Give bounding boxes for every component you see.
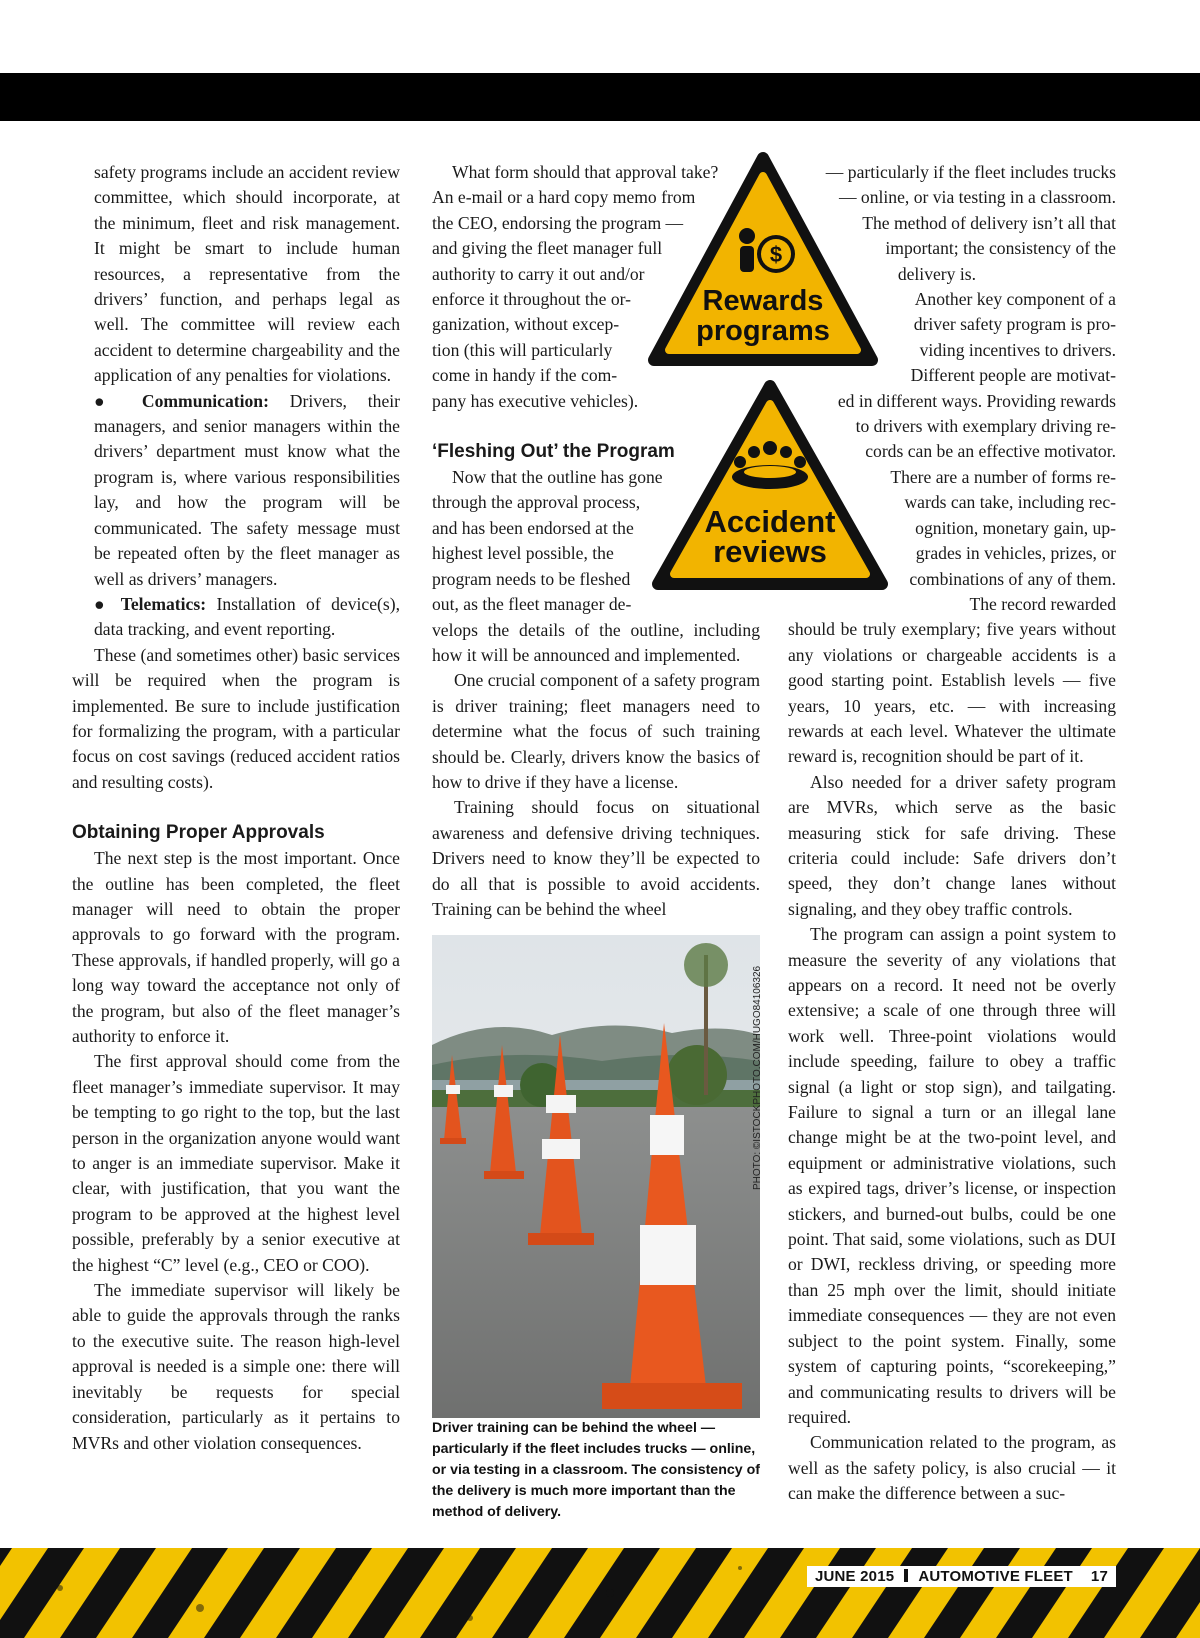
page-number: 17 (1090, 1568, 1108, 1585)
column-1 (72, 160, 400, 1456)
text-line: come in handy if the com- (432, 365, 618, 386)
text-line: delivery is. (897, 263, 976, 284)
section-heading: ‘Fleshing Out’ the Program (432, 441, 675, 463)
text-line: The record rewarded (969, 593, 1116, 614)
text-line: — particularly if the fleet includes trucks (825, 162, 1116, 182)
section-heading: Obtaining Proper Approvals (72, 822, 325, 844)
bullet-icon: ● (94, 593, 121, 614)
sign-subtitle: reviews (713, 534, 827, 569)
paragraph: The program can assign a point system to measure the severity of any violations that appears on a record. It need not be overly extensive; a scale of one through three will work well. Three-point violations would include speeding, failure to obey a traffic signal (a light or stop sign), and tailgating. Failure to signal a turn or an illegal lane change might be at the two-point level, and equipment or administrative violations, such as expired tags, driver’s license, or inspection stickers, and burned-out bulbs, could be one point. That said, some violations, such as DUI or DWI, reckless driving, or speeding more than 25 mph over the limit, should initiate immediate consequences — they are not even subject to the point system. Finally, some system of capturing points, “scorekeeping,” and communicating results to drivers will be required. (788, 924, 1116, 1427)
text-line: ed in different ways. Providing rewards (837, 390, 1116, 411)
text-line: grades in vehicles, prizes, or (915, 543, 1116, 564)
text-line: pany has executive vehicles). (432, 390, 639, 411)
bullet-text: Installation of device(s), data tracking, and event reporting. (94, 593, 400, 640)
issue-date: JUNE 2015 (814, 1568, 895, 1585)
accident-reviews-sign (650, 380, 890, 594)
photo-caption: Driver training can be behind the wheel — particularly if the fleet includes trucks — online, or via testing in a classroom. The consistency of the delivery is much more important than the method of delivery. (432, 1420, 760, 1520)
text-line: enforce it throughout the or- (432, 289, 631, 310)
bullet-telematics (72, 592, 400, 643)
paragraph: Communication related to the program, as well as the safety policy, is also crucial — it can make the difference between a suc- (788, 1432, 1116, 1504)
text-line: driver safety program is pro- (913, 314, 1116, 335)
paragraph: The immediate supervisor will likely be able to guide the approvals through the ranks to the executive suite. The reason high-level approval is needed is a simple one: there will inevitably be requests for special consideration, particularly as it pertains to MVRs and other violation consequences. (72, 1280, 400, 1453)
paragraph: The first approval should come from the fleet manager’s immediate supervisor. It may be tempting to go right to the top, but the last person in the organization anyone would want to anger is an immediate supervisor. Make it clear, with justification, that you want the program to be approved at the highest level possible, preferably by a senior executive at the highest “C” level (e.g., CEO or COO). (72, 1051, 400, 1275)
text-line: the CEO, endorsing the program — (432, 212, 684, 233)
bullet-label: Telematics: (120, 593, 207, 614)
text-line: and has been endorsed at the (432, 517, 634, 538)
text-line: Now that the outline has gone (452, 467, 663, 488)
bullet-label: Communication: (141, 390, 269, 411)
text-line: ognition, monetary gain, up- (915, 517, 1116, 538)
text-line: program needs to be fleshed (432, 568, 631, 589)
svg-text:$: $ (769, 242, 783, 267)
text-line: The method of delivery isn’t all that (862, 212, 1116, 233)
separator-icon (904, 1569, 908, 1582)
bullet-communication (72, 389, 400, 592)
text-line: Another key component of a (914, 289, 1116, 310)
text-line: viding incentives to drivers. (919, 339, 1116, 360)
paragraph: The next step is the most important. Once the outline has been completed, the fleet manager will need to obtain the proper approvals to go forward with the program. These approvals, if handled properly, will go a long way toward the acceptance not only of the program, but also of the fleet manager’s authority to enforce it. (72, 848, 400, 1046)
paragraph: Training should focus on situational awareness and defensive driving techniques. Drivers need to know they’ll be expected to do all that is possible to avoid accidents. Training can be behind the wheel (432, 797, 760, 919)
paragraph: should be truly exemplary; five years without any violations or chargeable accidents is a good starting point. Establish levels — five years, 10 years, etc. — with increasing rewards at each level. Whatever the ultimate reward is, recognition should be part of it. (788, 619, 1116, 767)
text-line: combinations of any of them. (909, 568, 1116, 589)
text-line: What form should that approval take? (452, 162, 719, 182)
traffic-cones-photo (432, 935, 760, 1418)
paragraph: velops the details of the outline, including how it will be announced and implemented. (432, 619, 760, 665)
text-line: An e-mail or a hard copy memo from (432, 187, 696, 208)
sign-title: Accident (704, 504, 836, 539)
text-line: out, as the fleet manager de- (432, 594, 632, 615)
paragraph: These (and sometimes other) basic services will be required when the program is implemented. Be sure to include justification for formalizing the program, with a particular focus on cost savings (reduced accident ratios and resulting costs). (72, 644, 400, 792)
bullet-text: Drivers, their managers, and senior managers within the drivers’ department must know what the program is, where various responsibilities lay, and how the program will be communicated. The safety message must be repeated often by the fleet manager as well as drivers’ managers. (94, 390, 400, 589)
text-line: through the approval process, (432, 492, 641, 513)
header-black-bar (0, 73, 1200, 121)
text-line: authority to carry it out and/or (432, 263, 645, 284)
paragraph: Also needed for a driver safety program are MVRs, which serve as the basic measuring stick for safe driving. These criteria could include: Safe drivers don’t speed, they don’t change lanes without signaling, and they obey traffic controls. (788, 771, 1116, 919)
text-line: highest level possible, the (432, 543, 614, 564)
bullet-icon: ● (94, 390, 142, 411)
paragraph: safety programs include an accident review committee, which should incorporate, at the minimum, fleet and risk management. It might be smart to include human resources, a representative from the drivers’ function, and perhaps legal as well. The committee will review each accident to determine chargeability and the application of any penalties for violations. (94, 162, 400, 386)
text-line: Different people are motivat- (910, 365, 1116, 386)
text-line: tion (this will particularly (432, 339, 613, 360)
text-line: cords can be an effective motivator. (865, 441, 1116, 462)
text-line: — online, or via testing in a classroom. (838, 187, 1116, 208)
text-line: to drivers with exemplary driving re- (855, 416, 1116, 437)
photo-credit: PHOTO: ©ISTOCKPHOTO.COM/HUGO84106326 (752, 965, 763, 1190)
paragraph: One crucial component of a safety program is driver training; fleet managers need to determine what the focus of such training should be. Clearly, drivers know the basics of how to drive if they have a license. (432, 670, 760, 792)
rewards-programs-sign (646, 150, 880, 372)
hazard-stripe-footer (0, 1548, 1200, 1638)
publication-name: AUTOMOTIVE FLEET (918, 1568, 1073, 1585)
footer-label (807, 1566, 1116, 1587)
text-line: wards can take, including rec- (904, 492, 1116, 513)
text-line: ganization, without excep- (432, 314, 620, 335)
sign-title: Rewards (702, 285, 824, 317)
text-line: important; the consistency of the (885, 238, 1116, 259)
text-line: and giving the fleet manager full (432, 238, 663, 259)
sign-subtitle: programs (696, 315, 830, 347)
text-line: There are a number of forms re- (890, 466, 1116, 487)
